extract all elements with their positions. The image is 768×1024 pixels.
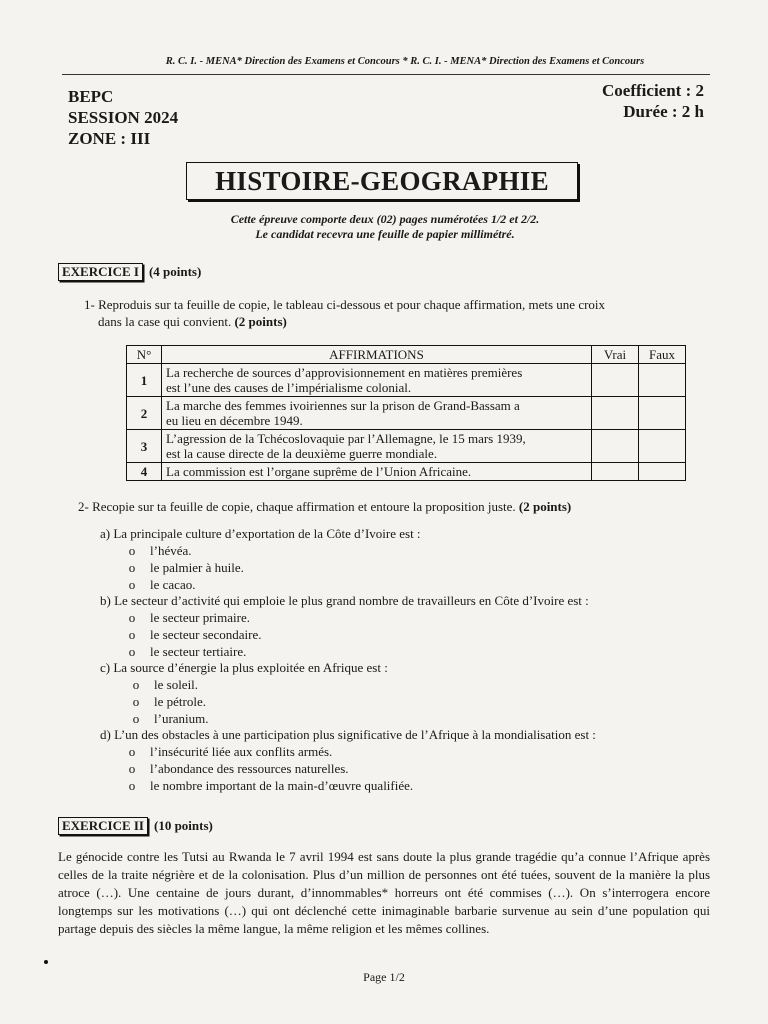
vrai-cell[interactable] [592,430,639,463]
question-2 [78,498,718,515]
question-2a [100,525,421,593]
bullet-circle-icon: o [128,778,136,793]
question-2a-text: a) La principale culture d’exportation de la Côte d’Ivoire est : [100,526,421,541]
bullet-circle-icon: o [128,744,136,759]
row-affirmation [162,397,592,430]
option-item[interactable] [126,626,589,643]
bullet-circle-icon: o [128,627,136,642]
option-label: le secteur tertiaire. [150,644,247,659]
option-label: l’uranium. [154,711,209,726]
row-affirmation [162,364,592,397]
col-header-affirmations: AFFIRMATIONS [162,346,592,364]
exercise-2-text: Le génocide contre les Tutsi au Rwanda le 7 avril 1994 est sans doute la plus grande tragédie qu’a connue l’Afrique après celles de la traite négrière et de la colonisation. Plus d’un million de personnes ont été tuées, souvent de la manière la plus atroce (…). Une centaine de jours durant, d’innommables* horreurs ont été commises (…). On s’interrogera encore longtemps sur les motivations (…) qui ont déclenché cette inimaginable barbarie survenue au sein d’une population qui partage depuis des siècles la même langue, la même religion et les mêmes collines. [58,849,710,936]
header-banner: R. C. I. - MENA* Direction des Examens et Concours * R. C. I. - MENA* Direction des Examens et Concours [165,56,645,67]
question-1-points: (2 points) [234,314,287,329]
row-number: 2 [127,397,162,430]
affirmation-line: eu lieu en décembre 1949. [166,413,303,428]
option-item[interactable] [130,693,388,710]
affirmation-line: est la cause directe de la deuxième guerre mondiale. [166,446,438,461]
exercise-2-heading [58,817,213,835]
bullet-circle-icon: o [128,543,136,558]
affirmation-line: La marche des femmes ivoiriennes sur la prison de Grand-Bassam a [166,398,520,413]
col-header-faux: Faux [639,346,686,364]
table-row [127,430,686,463]
row-affirmation [162,463,592,481]
option-label: l’abondance des ressources naturelles. [150,761,349,776]
subtitle-line-1: Cette épreuve comporte deux (02) pages numérotées 1/2 et 2/2. [230,212,540,226]
question-2d-text: d) L’un des obstacles à une participation plus significative de l’Afrique à la mondialisation est : [100,727,596,742]
question-2b [100,592,589,660]
row-affirmation [162,430,592,463]
bullet-circle-icon: o [132,677,140,692]
row-number: 1 [127,364,162,397]
bullet-circle-icon: o [128,560,136,575]
stray-mark [44,960,48,964]
exam-zone: ZONE : III [68,129,151,148]
duration: Durée : 2 h [623,102,704,121]
option-item[interactable] [126,576,421,593]
affirmation-line: L’agression de la Tchécoslovaquie par l’Allemagne, le 15 mars 1939, [166,431,526,446]
bullet-circle-icon: o [128,577,136,592]
option-label: le secteur primaire. [150,610,250,625]
table-header-row [127,346,686,364]
row-number: 3 [127,430,162,463]
option-label: le nombre important de la main-d’œuvre qualifiée. [150,778,414,793]
page-number: Page 1/2 [363,970,405,984]
question-2-intro: 2- Recopie sur ta feuille de copie, chaque affirmation et entoure la proposition juste. [78,499,516,514]
bullet-circle-icon: o [128,644,136,659]
faux-cell[interactable] [639,430,686,463]
faux-cell[interactable] [639,397,686,430]
option-item[interactable] [126,559,421,576]
bullet-circle-icon: o [128,610,136,625]
option-label: le cacao. [150,577,196,592]
vrai-cell[interactable] [592,397,639,430]
row-number: 4 [127,463,162,481]
option-item[interactable] [126,760,596,777]
affirmation-line: est l’une des causes de l’impérialisme colonial. [166,380,412,395]
table-row [127,364,686,397]
question-2d-options [100,743,596,794]
option-item[interactable] [130,710,388,727]
bullet-circle-icon: o [132,711,140,726]
exam-session: SESSION 2024 [68,108,179,127]
question-1 [84,296,714,330]
question-2c [100,659,388,727]
option-label: l’insécurité liée aux conflits armés. [150,744,333,759]
question-2b-options [100,609,589,660]
option-label: l’hévéa. [150,543,192,558]
option-label: le pétrole. [154,694,206,709]
exercise-2-label: EXERCICE II [58,817,148,835]
question-2d [100,726,596,794]
subtitle [150,212,620,242]
question-1-line-2: dans la case qui convient. [98,314,232,329]
option-label: le secteur secondaire. [150,627,262,642]
page-title: HISTOIRE-GEOGRAPHIE [186,162,578,200]
col-header-vrai: Vrai [592,346,639,364]
vrai-cell[interactable] [592,364,639,397]
exercise-1-heading [58,263,201,281]
affirmations-table [126,345,686,481]
question-2a-options [100,542,421,593]
question-1-line-1: 1- Reproduis sur ta feuille de copie, le tableau ci-dessous et pour chaque affirmation, mets une croix [84,297,606,312]
question-2b-text: b) Le secteur d’activité qui emploie le plus grand nombre de travailleurs en Côte d’Ivoire est : [100,593,589,608]
affirmation-line: La recherche de sources d’approvisionnement en matières premières [166,365,523,380]
vrai-cell[interactable] [592,463,639,481]
question-1-line-2-wrap [84,313,714,330]
question-2c-options [100,676,388,727]
option-item[interactable] [130,676,388,693]
exercise-1-label: EXERCICE I [58,263,143,281]
exam-meta [602,80,704,122]
question-2c-text: c) La source d’énergie la plus exploitée en Afrique est : [100,660,388,675]
faux-cell[interactable] [639,463,686,481]
option-label: le palmier à huile. [150,560,244,575]
option-item[interactable] [126,542,421,559]
faux-cell[interactable] [639,364,686,397]
subtitle-line-2: Le candidat recevra une feuille de papier millimétré. [255,227,515,241]
option-item[interactable] [126,643,589,660]
header-rule [62,74,710,75]
col-header-num: N° [127,346,162,364]
option-item[interactable] [126,743,596,760]
question-2-points: (2 points) [518,499,572,514]
coefficient: Coefficient : 2 [602,81,704,100]
option-item[interactable] [126,777,596,794]
bullet-circle-icon: o [128,761,136,776]
exam-name: BEPC [68,87,114,106]
affirmation-line: La commission est l’organe suprême de l’Union Africaine. [166,464,472,479]
option-label: le soleil. [154,677,199,692]
exam-info [68,86,178,149]
bullet-circle-icon: o [132,694,140,709]
option-item[interactable] [126,609,589,626]
exercise-1-points: (4 points) [148,264,202,279]
table-row [127,463,686,481]
table-row [127,397,686,430]
exercise-2-points: (10 points) [154,818,213,833]
